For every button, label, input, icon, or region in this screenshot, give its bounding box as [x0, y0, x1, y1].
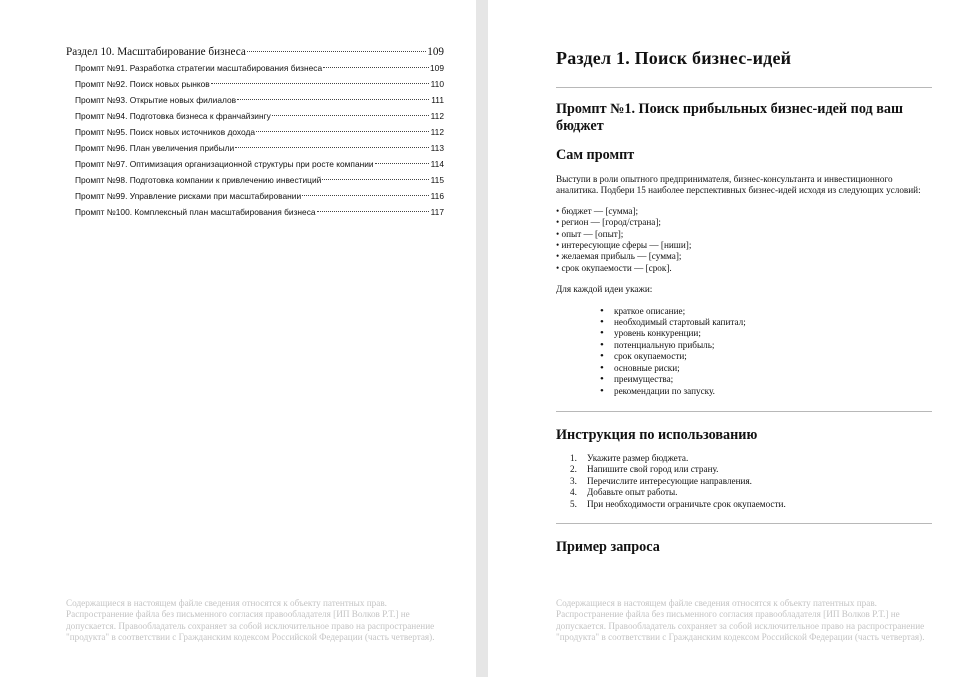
- toc-entry-page: 115: [430, 175, 444, 185]
- toc-entry-label: Раздел 10. Масштабирование бизнеса: [66, 46, 246, 58]
- toc-entry-label: Промпт №94. Подготовка бизнеса к франчайзингу: [75, 111, 271, 121]
- list-item: • рекомендации по запуску.: [600, 386, 932, 397]
- list-item: • краткое описание;: [600, 306, 932, 317]
- prompt-title: Промпт №1. Поиск прибыльных бизнес-идей под ваш бюджет: [556, 101, 903, 134]
- toc-entry-page: 113: [430, 143, 444, 153]
- toc-entry-label: Промпт №91. Разработка стратегии масштабирования бизнеса: [75, 63, 323, 73]
- list-item: • бюджет — [сумма];: [556, 205, 639, 216]
- toc-entry[interactable]: [66, 143, 444, 159]
- list-item: 5. При необходимости ограничьте срок окупаемости.: [570, 498, 786, 509]
- toc-entry-page: 116: [430, 191, 444, 201]
- toc-entry-page: 111: [431, 95, 444, 105]
- toc-entry[interactable]: [66, 175, 444, 191]
- list-item: • желаемая прибыль — [сумма];: [556, 251, 682, 262]
- list-item: • интересующие сферы — [ниши];: [556, 240, 692, 251]
- idea-fields-list: [600, 306, 932, 397]
- usage-heading: Инструкция по использованию: [556, 426, 758, 443]
- list-item: • срок окупаемости;: [600, 351, 932, 362]
- list-item: • регион — [город/страна];: [556, 217, 661, 228]
- toc-entry[interactable]: [66, 46, 444, 63]
- usage-steps-list: [570, 453, 932, 510]
- copyright-disclaimer: Содержащиеся в настоящем файле сведения относятся к объекту патентных прав. Распространение файла без письменного согласия правообладателя [ИП Волков Р.Т.] не допускается. Правообладатель сохраняет за собой исключительное право на распространение "продукта" в соответствии с Гражданским кодексом Российской Федерации (часть четвертая).: [556, 598, 925, 642]
- section-title: Раздел 1. Поиск бизнес-идей: [556, 48, 792, 68]
- table-of-contents: [66, 46, 444, 223]
- copyright-disclaimer: Содержащиеся в настоящем файле сведения относятся к объекту патентных прав. Распространение файла без письменного согласия правообладателя [ИП Волков Р.Т.] не допускается. Правообладатель сохраняет за собой исключительное право на распространение "продукта" в соответствии с Гражданским кодексом Российской Федерации (часть четвертая).: [66, 598, 435, 642]
- prompt-heading: Сам промпт: [556, 147, 635, 163]
- toc-entry[interactable]: [66, 191, 444, 207]
- per-idea-label: Для каждой идеи укажи:: [556, 284, 653, 295]
- example-heading: Пример запроса: [556, 538, 660, 555]
- list-item: • необходимый стартовый капитал;: [600, 317, 932, 328]
- toc-entry-label: Промпт №99. Управление рисками при масштабировании: [75, 191, 302, 201]
- toc-entry[interactable]: [66, 79, 444, 95]
- toc-entry[interactable]: [66, 127, 444, 143]
- toc-entry[interactable]: [66, 63, 444, 79]
- toc-entry-page: 112: [430, 127, 444, 137]
- toc-entry[interactable]: [66, 95, 444, 111]
- toc-entry-label: Промпт №97. Оптимизация организационной структуры при росте компании: [75, 159, 374, 169]
- toc-entry-page: 112: [430, 111, 444, 121]
- document-page-right: [488, 0, 964, 677]
- toc-entry-label: Промпт №95. Поиск новых источников дохода: [75, 127, 256, 137]
- toc-entry-label: Промпт №100. Комплексный план масштабирования бизнеса: [75, 207, 316, 217]
- prompt-intro: Выступи в роли опытного предпринимателя, бизнес-консультанта и инвестиционного аналитика. Подбери 15 наиболее перспективных бизнес-идей исходя из следующих условий:: [556, 174, 921, 196]
- list-item: • преимущества;: [600, 374, 932, 385]
- list-item: 1. Укажите размер бюджета.: [570, 452, 689, 463]
- list-item: 3. Перечислите интересующие направления.: [570, 475, 752, 486]
- toc-entry-page: 117: [430, 207, 444, 217]
- list-item: • опыт — [опыт];: [556, 228, 624, 239]
- toc-entry-label: Промпт №92. Поиск новых рынков: [75, 79, 210, 89]
- list-item: • срок окупаемости — [срок].: [556, 262, 672, 273]
- list-item: • основные риски;: [600, 363, 932, 374]
- page-content: [556, 46, 932, 556]
- list-item: 2. Напишите свой город или страну.: [570, 464, 719, 475]
- list-item: 4. Добавьте опыт работы.: [570, 487, 678, 498]
- toc-entry-label: Промпт №96. План увеличения прибыли: [75, 143, 235, 153]
- list-item: • потенциальную прибыль;: [600, 340, 932, 351]
- toc-entry-page: 109: [430, 63, 444, 73]
- toc-entry-page: 110: [430, 79, 444, 89]
- toc-entry[interactable]: [66, 159, 444, 175]
- document-page-left: [0, 0, 476, 677]
- toc-entry-label: Промпт №93. Открытие новых филиалов: [75, 95, 237, 105]
- list-item: • уровень конкуренции;: [600, 328, 932, 339]
- toc-entry-label: Промпт №98. Подготовка компании к привлечению инвестиций: [75, 175, 322, 185]
- conditions-list: [556, 206, 932, 274]
- toc-entry-page: 114: [430, 159, 444, 169]
- toc-entry[interactable]: [66, 207, 444, 223]
- toc-entry[interactable]: [66, 111, 444, 127]
- toc-entry-page: 109: [427, 46, 444, 58]
